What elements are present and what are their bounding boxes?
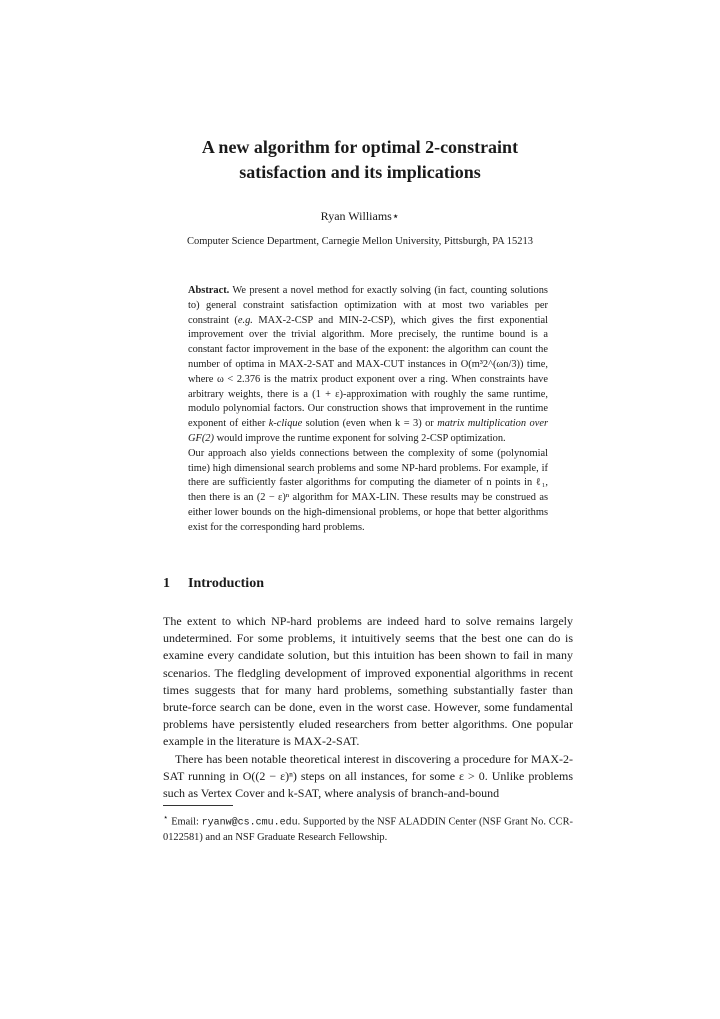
author-name: Ryan Williams⋆ (320, 209, 400, 223)
paper-title (0, 135, 720, 185)
footnote-text: . Supported by the NSF ALADDIN Center (NSF Grant No. CCR-0122581) and an NSF Graduate Research Fellowship. (163, 816, 573, 843)
footnote-email-label: Email: (171, 816, 202, 828)
section-title: Introduction (188, 576, 264, 591)
abstract-text: would improve the runtime exponent for solving 2-CSP optimization. (213, 432, 506, 444)
abstract-paragraph-2: Our approach also yields connections between the complexity of some (polynomial time) high dimensional search problems and some NP-hard problems. For example, if there are sufficiently faster algorithms for computing the diameter of n points in ℓ₁, then there is an (2 − ε)ⁿ algorithm for MAX-LIN. These results may be construed as either lower bounds on the high-dimensional problems, or hope that better algorithms exist for the corresponding hard problems. (188, 447, 548, 533)
body-paragraph-1: The extent to which NP-hard problems are indeed hard to solve remains largely undetermined. For some problems, it intuitively seems that the best one can do is examine every candidate solution, but this intuition has been shown to fail in many scenarios. The fledgling development of improved exponential algorithms in recent times suggests that for many hard problems, something substantially faster than brute-force search can be done, even in the worst case. However, some fundamental problems have persistently eluded researchers from better algorithms. One popular example in the literature is MAX-2-SAT. (163, 614, 573, 749)
body-paragraph-2: There has been notable theoretical interest in discovering a procedure for MAX-2-SAT running in O((2 − ε)ⁿ) steps on all instances, for some ε > 0. Unlike problems such as Vertex Cover and k-SAT, where analysis of branch-and-bound (163, 751, 573, 801)
abstract (188, 284, 548, 536)
abstract-text: We present a novel method for exactly solving (in fact, counting solutions to) general constraint satisfaction optimization with at most two variables per constraint ( (188, 285, 548, 326)
footnote-email[interactable]: ryanw@cs.cmu.edu (201, 817, 298, 829)
title-line-2: satisfaction and its implications (239, 162, 481, 182)
section-number: 1 (163, 576, 170, 591)
abstract-matrix-mult: matrix multiplication over GF(2) (188, 418, 548, 444)
author-affiliation: Computer Science Department, Carnegie Mellon University, Pittsburgh, PA 15213 (186, 236, 534, 247)
footnote-rule (163, 805, 233, 806)
footnote (163, 810, 573, 845)
abstract-text: MAX-2-CSP and MIN-2-CSP), which gives the first exponential improvement over the trivial algorithm. More precisely, the runtime bound is a constant factor improvement in the base of the exponent: the algorithm can count the number of optima in MAX-2-SAT and MAX-CUT instances in O(m³2^(ωn/3)) time, where ω < 2.376 is the matrix product exponent over a ring. When constraints have arbitrary weights, there is a (1 + ε)-approximation with roughly the same runtime, modulo polynomial factors. Our construction shows that improvement in the runtime exponent of either (188, 314, 548, 430)
abstract-eg: e.g. (237, 314, 253, 326)
abstract-paragraph-1 (188, 284, 548, 447)
abstract-text: solution (even when k = 3) or (302, 418, 438, 430)
abstract-kclique: k-clique (268, 418, 303, 430)
section-heading (163, 576, 264, 592)
footnote-mark: ⋆ (163, 812, 169, 822)
title-line-1: A new algorithm for optimal 2-constraint (201, 137, 519, 157)
abstract-label: Abstract. (188, 285, 230, 296)
introduction-body (163, 613, 573, 802)
